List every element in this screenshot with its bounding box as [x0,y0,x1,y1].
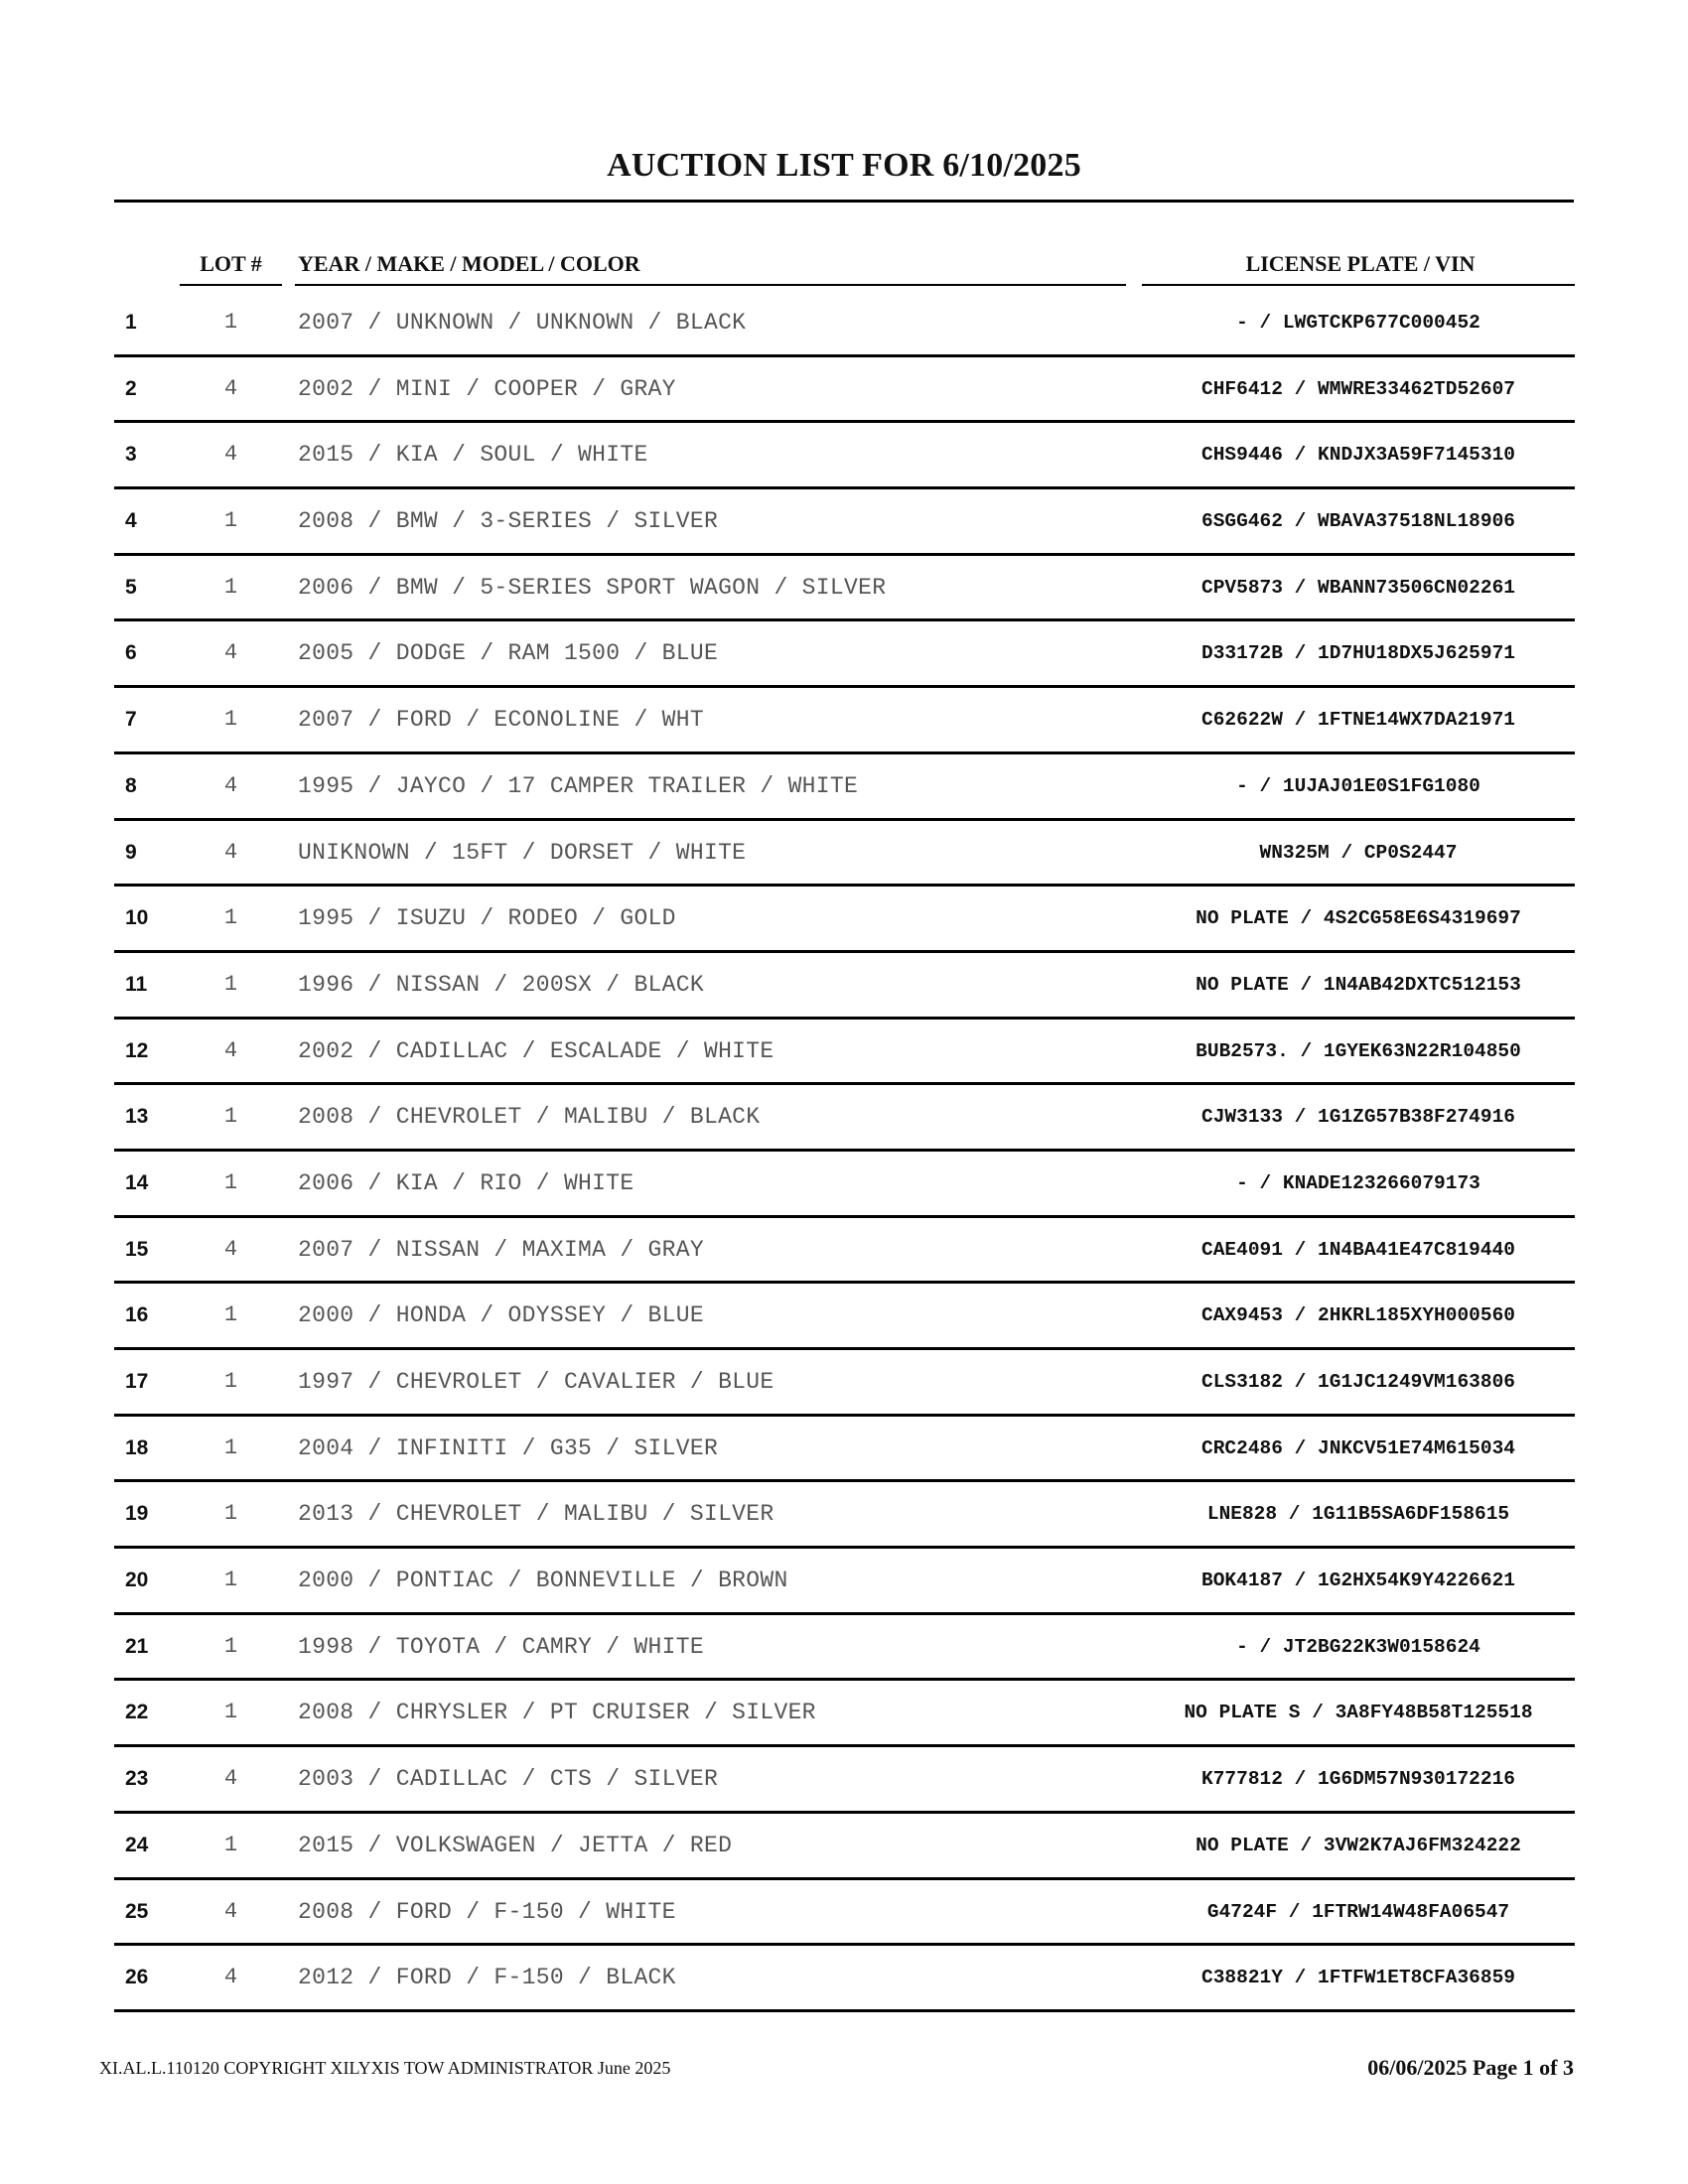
table-row [0,821,1688,887]
lot-number: 4 [223,640,238,666]
lot-number: 1 [223,905,238,931]
row-number: 21 [125,1634,149,1658]
lot-number: 4 [223,772,238,798]
vehicle-description: 2003 / CADILLAC / CTS / SILVER [298,1766,719,1793]
table-row [0,1085,1688,1152]
plate-vin: CPV5873 / WBANN73506CN02261 [1201,576,1515,599]
lot-number: 1 [223,1832,238,1857]
vehicle-description: 1998 / TOYOTA / CAMRY / WHITE [298,1633,704,1660]
lot-number: 4 [223,839,238,865]
row-number: 12 [125,1038,149,1062]
plate-vin: LNE828 / 1G11B5SA6DF158615 [1206,1503,1510,1526]
table-row [0,1482,1688,1549]
row-number: 7 [125,708,137,732]
vehicle-description: 1996 / NISSAN / 200SX / BLACK [298,971,704,998]
plate-vin: CRC2486 / JNKCV51E74M615034 [1201,1436,1515,1459]
row-number: 17 [125,1370,149,1393]
plate-vin: NO PLATE / 3VW2K7AJ6FM324222 [1196,1834,1521,1856]
plate-vin: - / KNADE123266079173 [1236,1171,1480,1194]
row-number: 23 [125,1767,149,1791]
lot-number: 1 [223,508,238,534]
lot-number: 1 [223,1434,238,1460]
lot-number: 4 [223,1965,238,1990]
row-number: 15 [125,1237,149,1261]
plate-vin: D33172B / 1D7HU18DX5J625971 [1201,642,1515,665]
row-number: 3 [125,443,137,467]
footer-copyright: XI.AL.L.110120 COPYRIGHT XILYXIS TOW ADMINISTRATOR June 2025 [99,2058,671,2078]
page-title: AUCTION LIST FOR 6/10/2025 [607,147,1081,184]
vehicle-description: 2002 / CADILLAC / ESCALADE / WHITE [298,1037,774,1064]
table-row [0,1020,1688,1086]
row-number: 11 [125,972,148,996]
plate-vin: CHS9446 / KNDJX3A59F7145310 [1201,444,1515,467]
plate-vin: WN325M / CP0S2447 [1259,841,1458,864]
plate-vin: BOK4187 / 1G2HX54K9Y4226621 [1201,1570,1515,1592]
header-underline-description [295,284,1126,286]
table-row [0,556,1688,622]
plate-vin: CAE4091 / 1N4BA41E47C819440 [1201,1238,1515,1261]
table-row [0,1615,1688,1682]
lot-number: 1 [223,1169,238,1195]
row-number: 24 [125,1833,149,1856]
lot-number: 4 [223,1236,238,1262]
plate-vin: - / JT2BG22K3W0158624 [1236,1635,1480,1658]
vehicle-description: 2012 / FORD / F-150 / BLACK [298,1965,676,1991]
table-row [0,1152,1688,1218]
row-number: 20 [125,1569,149,1592]
table-row [0,1747,1688,1814]
table-row [0,887,1688,953]
lot-number: 1 [223,1302,238,1328]
footer-page-info: 06/06/2025 Page 1 of 3 [1367,2055,1574,2080]
vehicle-description: 2008 / CHEVROLET / MALIBU / BLACK [298,1104,761,1131]
vehicle-description: 1997 / CHEVROLET / CAVALIER / BLUE [298,1369,774,1395]
vehicle-description: 2008 / CHRYSLER / PT CRUISER / SILVER [298,1700,816,1726]
lot-number: 1 [223,1568,238,1593]
vehicle-description: 2005 / DODGE / RAM 1500 / BLUE [298,640,719,667]
table-row [0,754,1688,821]
table-row [0,1284,1688,1350]
table-row [0,1549,1688,1615]
table-row [0,953,1688,1020]
lot-number: 1 [223,1104,238,1130]
table-row [0,1681,1688,1747]
vehicle-description: 2006 / KIA / RIO / WHITE [298,1169,634,1196]
plate-vin: BUB2573. / 1GYEK63N22R104850 [1196,1039,1521,1062]
row-number: 19 [125,1502,149,1526]
plate-vin: NO PLATE / 4S2CG58E6S4319697 [1196,907,1521,930]
lot-number: 4 [223,1037,238,1063]
lot-number: 4 [223,1898,238,1924]
lot-number: 1 [223,971,238,997]
plate-vin: NO PLATE / 1N4AB42DXTC512153 [1196,973,1521,996]
vehicle-description: 2013 / CHEVROLET / MALIBU / SILVER [298,1501,774,1528]
row-number: 13 [125,1105,149,1129]
vehicle-description: 2007 / UNKNOWN / UNKNOWN / BLACK [298,310,747,336]
lot-number: 4 [223,442,238,468]
table-row [0,1814,1688,1880]
table-row [0,688,1688,754]
table-row [0,1417,1688,1483]
row-number: 14 [125,1170,149,1194]
lot-number: 4 [223,1766,238,1792]
row-number: 8 [125,773,137,797]
table-row [0,1880,1688,1947]
row-number: 26 [125,1966,149,1989]
plate-vin: CJW3133 / 1G1ZG57B38F274916 [1201,1106,1515,1129]
row-number: 4 [125,509,137,533]
lot-number: 1 [223,1501,238,1527]
row-number: 25 [125,1899,149,1923]
row-number: 6 [125,641,137,665]
lot-number: 1 [223,1700,238,1725]
row-number: 5 [125,575,137,599]
vehicle-description: 1995 / ISUZU / RODEO / GOLD [298,905,676,932]
table-row [0,1350,1688,1417]
vehicle-description: 2000 / HONDA / ODYSSEY / BLUE [298,1302,704,1329]
column-header-plate-vin: LICENSE PLATE / VIN [1245,251,1476,276]
table-row [0,1218,1688,1285]
vehicle-description: 2015 / KIA / SOUL / WHITE [298,442,648,469]
vehicle-description: 2006 / BMW / 5-SERIES SPORT WAGON / SILVER [298,574,887,601]
header-underline-lot [180,284,282,286]
table-row [0,489,1688,556]
plate-vin: G4724F / 1FTRW14W48FA06547 [1206,1900,1510,1923]
row-number: 10 [125,906,149,930]
plate-vin: - / LWGTCKP677C000452 [1236,312,1480,334]
vehicle-description: 2007 / FORD / ECONOLINE / WHT [298,707,704,734]
header-underline-plate-vin [1142,284,1575,286]
table-row [0,621,1688,688]
vehicle-description: UNIKNOWN / 15FT / DORSET / WHITE [298,839,747,866]
vehicle-description: 2000 / PONTIAC / BONNEVILLE / BROWN [298,1568,788,1594]
table-row [0,357,1688,424]
vehicle-description: 2015 / VOLKSWAGEN / JETTA / RED [298,1832,733,1858]
row-number: 16 [125,1303,149,1327]
row-number: 9 [125,840,137,864]
plate-vin: C62622W / 1FTNE14WX7DA21971 [1201,709,1515,732]
column-header-lot: LOT # [200,251,262,276]
plate-vin: C38821Y / 1FTFW1ET8CFA36859 [1201,1967,1515,1989]
vehicle-description: 2008 / BMW / 3-SERIES / SILVER [298,508,719,535]
row-number: 18 [125,1435,149,1459]
vehicle-description: 2008 / FORD / F-150 / WHITE [298,1898,676,1925]
vehicle-description: 2004 / INFINITI / G35 / SILVER [298,1434,719,1461]
title-divider [114,200,1574,203]
lot-number: 1 [223,707,238,733]
table-row [0,291,1688,357]
lot-number: 1 [223,1369,238,1394]
plate-vin: - / 1UJAJ01E0S1FG1080 [1236,774,1480,797]
row-number: 2 [125,376,137,400]
column-header-description: YEAR / MAKE / MODEL / COLOR [298,251,640,276]
plate-vin: NO PLATE S / 3A8FY48B58T125518 [1184,1702,1533,1724]
plate-vin: 6SGG462 / WBAVA37518NL18906 [1201,510,1515,533]
lot-number: 4 [223,375,238,401]
auction-table [0,291,1688,2012]
row-number: 22 [125,1701,149,1724]
lot-number: 1 [223,310,238,335]
plate-vin: CHF6412 / WMWRE33462TD52607 [1201,377,1515,400]
vehicle-description: 2002 / MINI / COOPER / GRAY [298,375,676,402]
vehicle-description: 2007 / NISSAN / MAXIMA / GRAY [298,1236,704,1263]
plate-vin: CAX9453 / 2HKRL185XYH000560 [1201,1304,1515,1327]
lot-number: 1 [223,1633,238,1659]
plate-vin: CLS3182 / 1G1JC1249VM163806 [1201,1371,1515,1393]
lot-number: 1 [223,574,238,600]
table-row [0,423,1688,489]
plate-vin: K777812 / 1G6DM57N930172216 [1201,1768,1515,1791]
table-row [0,1946,1688,2012]
vehicle-description: 1995 / JAYCO / 17 CAMPER TRAILER / WHITE [298,772,859,799]
row-number: 1 [125,311,137,334]
